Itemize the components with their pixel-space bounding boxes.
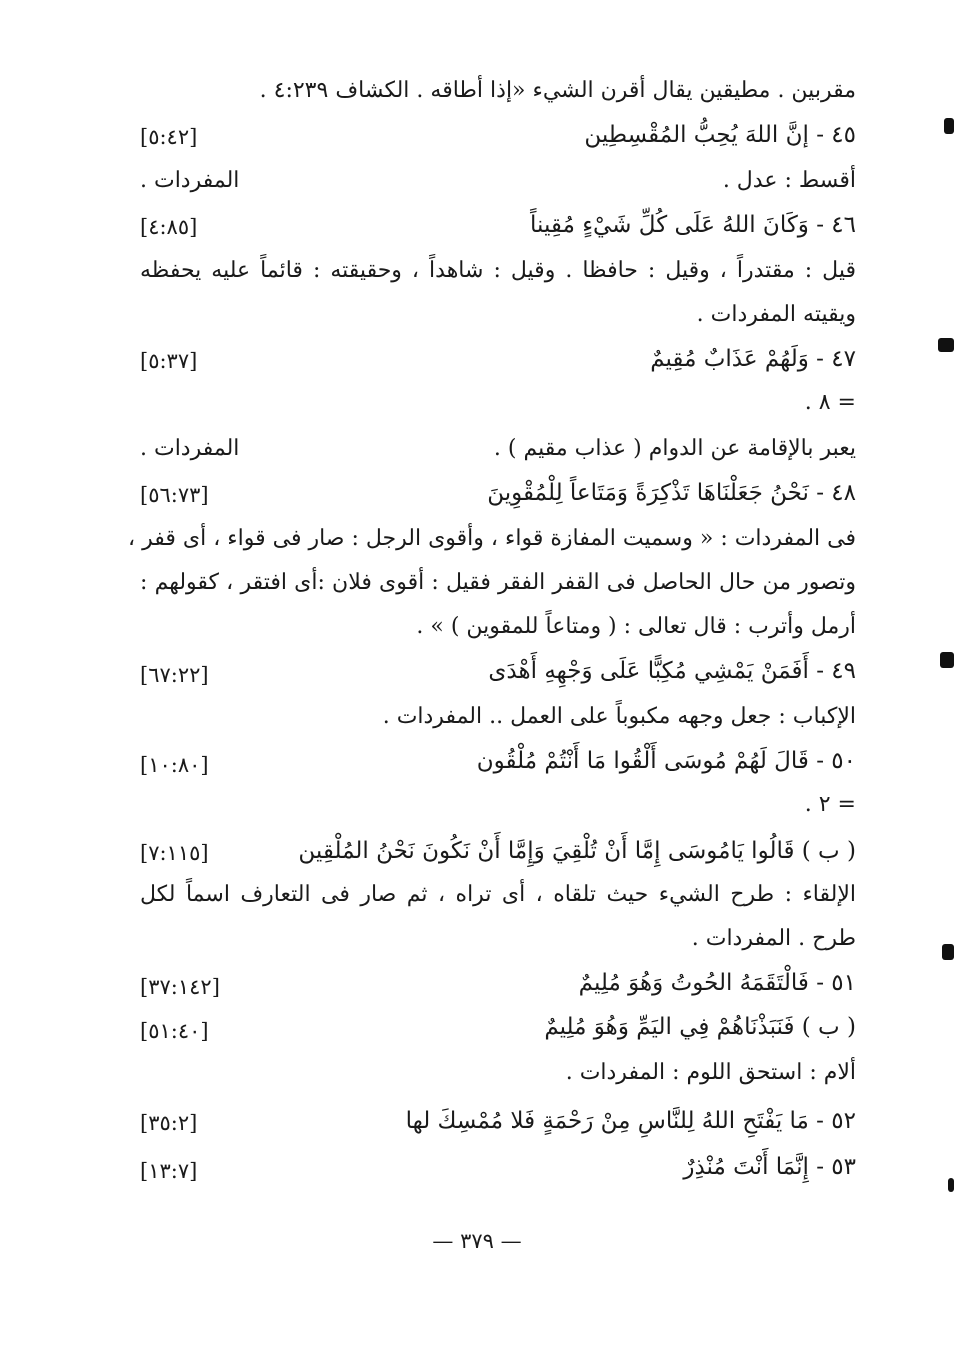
verse-49-reference: [٦٧:٢٢]: [140, 663, 209, 687]
text-line-13: أرمل وأترب : قال تعالى : ( ومتاعاً للمقوين ) » .: [416, 614, 856, 639]
scan-edge-mark: [944, 118, 954, 134]
verse-47: ٤٧ - وَلَهُمْ عَذَابٌ مُقِيمٌ: [650, 346, 856, 372]
verse-53-reference: [١٣:٧]: [140, 1159, 198, 1183]
text-line-23: ألام : استحق اللوم : المفردات .: [565, 1060, 856, 1085]
verse-48: ٤٨ - نَحْنُ جَعَلْنَاهَا تَذْكِرَةً وَمَتَاعاً لِلْمُقْوِينَ: [487, 480, 856, 506]
scan-edge-mark: [938, 338, 954, 352]
verse-50b-reference: [٧:١١٥]: [140, 841, 209, 865]
text-line-20: طرح . المفردات .: [691, 926, 856, 951]
text-line-8: = ٨ .: [804, 390, 856, 415]
text-line-15: الإكباب : جعل وجهه مكبوباً على العمل .. المفردات .: [382, 704, 856, 729]
verse-52-reference: [٣٥:٢]: [140, 1111, 198, 1135]
text-line-3: أقسط : عدل .: [722, 168, 856, 193]
text-line-17: = ٢ .: [804, 792, 856, 817]
verse-46: ٤٦ - وَكَانَ اللهُ عَلَى كُلِّ شَيْءٍ مُقِيناً: [530, 212, 856, 238]
verse-50-reference: [١٠:٨٠]: [140, 753, 209, 777]
verse-51-reference: [٣٧:١٤٢]: [140, 975, 220, 999]
scan-edge-mark: [940, 652, 954, 668]
page-number: — ٣٧٩ —: [432, 1229, 522, 1253]
scan-edge-mark: [948, 1178, 954, 1192]
verse-46-reference: [٤:٨٥]: [140, 215, 198, 239]
verse-53: ٥٣ - إِنَّمَا أَنْتَ مُنْذِرٌ: [683, 1154, 856, 1180]
verse-50: ٥٠ - قَالَ لَهُمْ مُوسَى أَلْقُوا مَا أَنْتُمْ مُلْقُون: [476, 748, 856, 774]
verse-48-reference: [٥٦:٧٣]: [140, 483, 209, 507]
text-line-19: الإلقاء : طرح الشيء حيث تلقاه ، أى تراه ، ثم صار فى التعارف اسماً لكل: [140, 882, 856, 907]
verse-52: ٥٢ - مَا يَفْتَحِ اللهُ لِلنَّاسِ مِنْ رَحْمَةٍ فَلا مُمْسِكَ لها: [405, 1108, 856, 1134]
verse-50b: ( ب ) قَالُوا يَامُوسَى إِمَّا أَنْ تُلْقِيَ وَإِمَّا أَنْ نَكُونَ نَحْنُ المُلْقِين: [298, 838, 856, 864]
source-label-9: المفردات .: [140, 436, 240, 461]
text-line-9: يعبر بالإقامة عن الدوام ( عذاب مقيم ) .: [493, 436, 856, 461]
verse-49: ٤٩ - أَفَمَنْ يَمْشِي مُكِبًّا عَلَى وَجْهِهِ أَهْدَى: [488, 658, 856, 684]
verse-47-reference: [٥:٣٧]: [140, 349, 198, 373]
source-label-3: المفردات .: [140, 168, 240, 193]
verse-45-reference: [٥:٤٢]: [140, 125, 198, 149]
text-line-11: فى المفردات : « وسميت المفازة قواء ، وأقوى الرجل : صار فى قواء ، أى قفر ،: [128, 526, 856, 551]
text-line-12: وتصور من حال الحاصل فى القفر الفقر فقيل : أقوى فلان :أى افتقر ، كقولهم :: [140, 570, 856, 595]
verse-51b: ( ب ) فَنَبَذْنَاهُمْ فِي اليَمِّ وَهُوَ مُلِيمٌ: [544, 1014, 856, 1040]
text-line-5: قيل : مقتدراً ، وقيل : حافظا . وقيل : شاهداً ، وحقيقته : قائماً عليه يحفظه: [140, 258, 856, 283]
scan-edge-mark: [942, 944, 954, 960]
text-line-6: ويقيته المفردات .: [696, 302, 856, 327]
verse-51: ٥١ - فَالْتَقَمَهُ الحُوتُ وَهُوَ مُلِيمٌ: [578, 970, 856, 996]
text-line-1: مقربين . مطيقين يقال أقرن الشيء «إذا أطاقه . الكشاف ٤:٢٣٩ .: [259, 78, 856, 103]
verse-45: ٤٥ - إنَّ اللهَ يُحِبُّ المُقْسِطِين: [584, 122, 856, 148]
verse-51b-reference: [٥١:٤٠]: [140, 1019, 209, 1043]
